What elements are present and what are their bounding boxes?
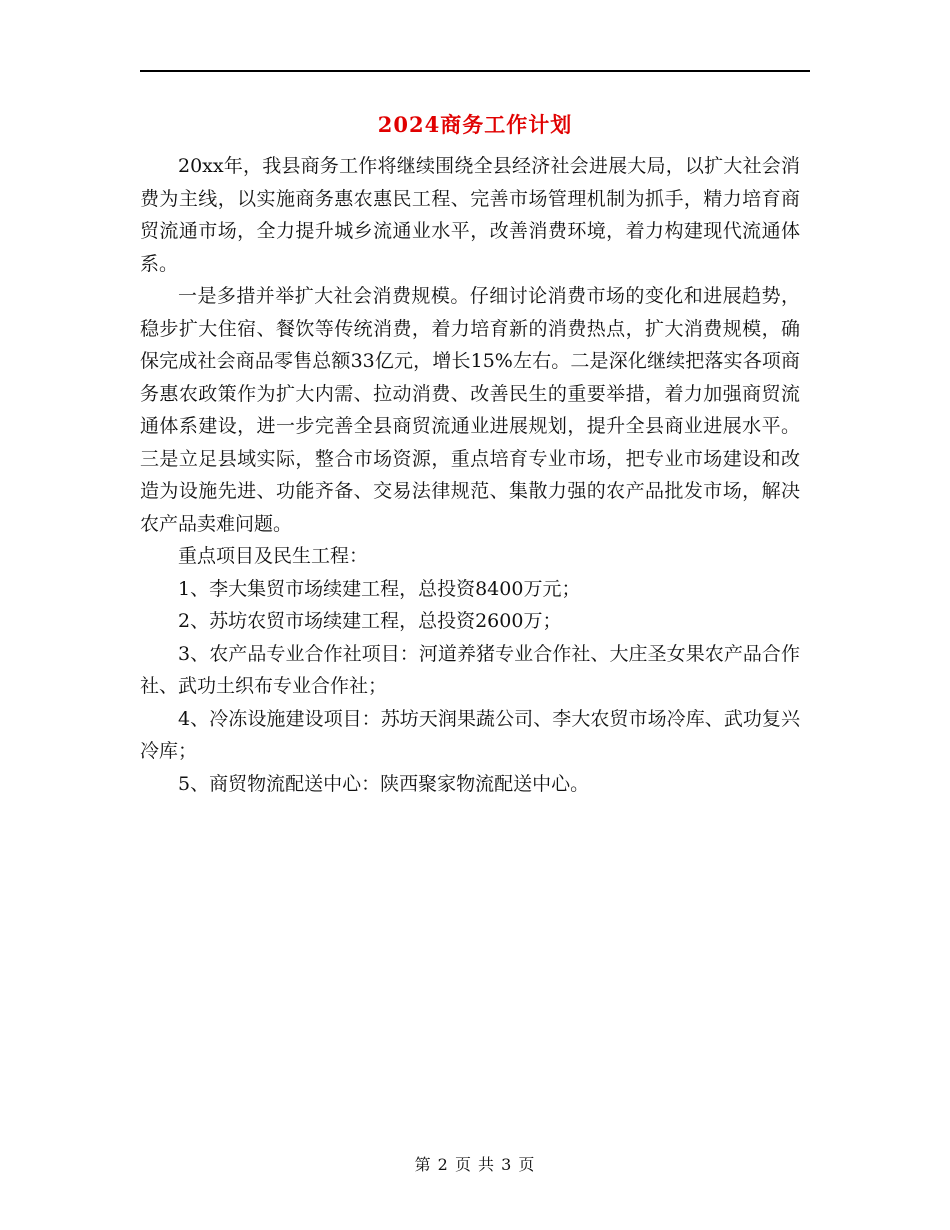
list-item-project-5: 5、商贸物流配送中心：陕西聚家物流配送中心。 [178,772,590,795]
header-rule [140,70,810,72]
paragraph-measures: 一是多措并举扩大社会消费规模。仔细讨论消费市场的变化和进展趋势，稳步扩大住宿、餐饮等传统消费，着力培育新的消费热点，扩大消费规模，确保完成社会商品零售总额33亿元，增长15%左右。二是深化继续把落实各项商务惠农政策作为扩大内需、拉动消费、改善民生的重要举措，着力加强商贸流通体系建设，进一步完善全县商贸流通业进展规划，提升全县商业进展水平。三是立足县域实际，整合市场资源，重点培育专业市场，把专业市场建设和改造为设施先进、功能齐备、交易法律规范、集散力强的农产品批发市场，解决农产品卖难问题。 [140,285,800,535]
paragraph-intro: 20xx年，我县商务工作将继续围绕全县经济社会进展大局，以扩大社会消费为主线，以实施商务惠农惠民工程、完善市场管理机制为抓手，精力培育商贸流通市场，全力提升城乡流通业水平，改善消费环境，着力构建现代流通体系。 [140,155,800,275]
document-body [140,150,800,800]
list-item-project-2: 2、苏坊农贸市场续建工程，总投资2600万； [178,610,562,632]
list-item-project-4: 4、冷冻设施建设项目：苏坊天润果蔬公司、李大农贸市场冷库、武功复兴冷库； [140,707,800,762]
document-title: 2024商务工作计划 [377,112,573,137]
list-item-project-3: 3、农产品专业合作社项目：河道养猪专业合作社、大庄圣女果农产品合作社、武功土织布专业合作社； [140,642,800,697]
list-item-project-1: 1、李大集贸市场续建工程，总投资8400万元； [178,577,581,600]
paragraph-projects-heading: 重点项目及民生工程： [178,545,369,567]
page-number-footer: 第 2 页 共 3 页 [414,1155,536,1174]
